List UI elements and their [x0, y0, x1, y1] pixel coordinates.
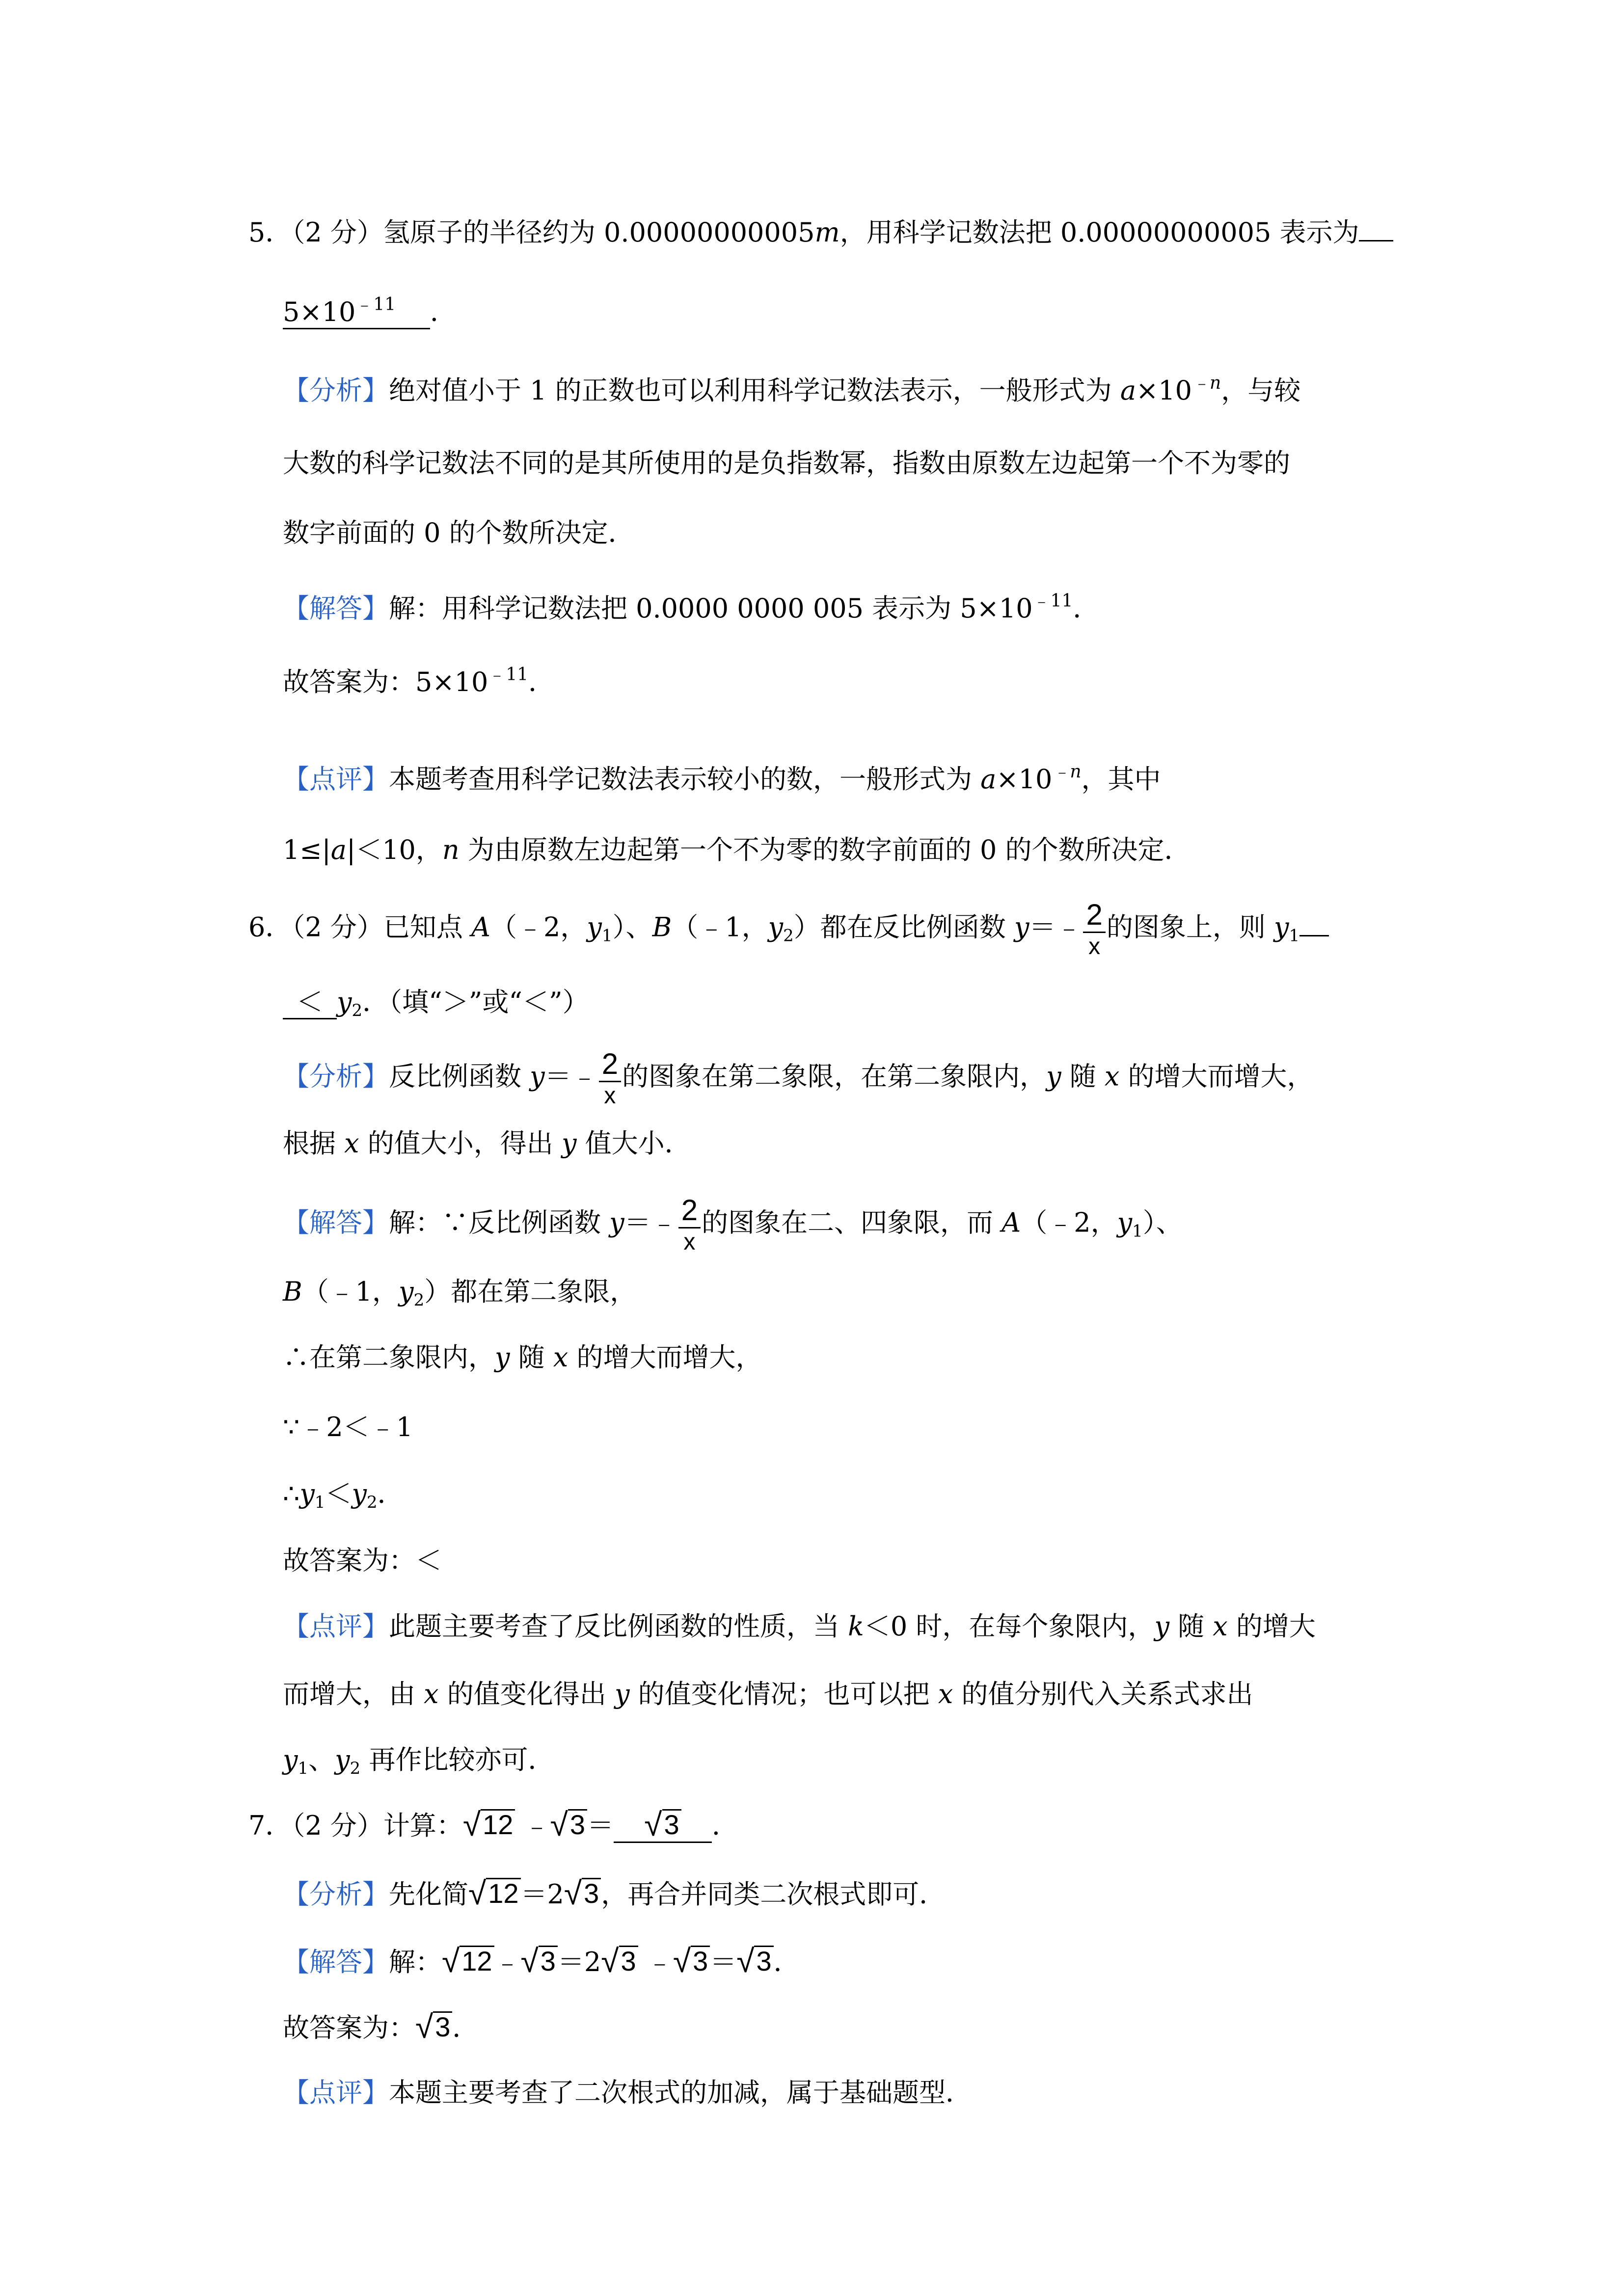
sqrt-12: √ 12	[442, 1944, 494, 1976]
answer-tag: 【解答】	[283, 593, 389, 624]
q6-comment-line1: 【点评】此题主要考查了反比例函数的性质，当 k＜0 时，在每个象限内，y 随 x 的增大	[283, 1611, 1316, 1642]
q7-stem: 7．（2 分）计算： √ 12 ﹣ √ 3 ＝ √ 3 ．	[248, 1806, 738, 1842]
q6-analysis-line1: 【分析】反比例函数 y＝﹣ $\frac{2}{x}$ 的图象在第二象限，在第二象限内，y 随 x 的增大而增大，	[283, 1047, 1314, 1109]
sqrt-3: √ 3	[521, 1944, 558, 1976]
q6-comment-line3: $y_1$、$y_2$ 再作比较亦可．	[283, 1744, 555, 1778]
q6-stem-line2: ＜ $y_2$．（填“＞”或“＜”）	[0, 983, 1624, 1022]
q7-comment: 【点评】本题主要考查了二次根式的加减，属于基础题型．	[283, 2077, 972, 2108]
q7-answer-blank: √ 3	[614, 1807, 712, 1843]
q6-solution-line1: 【解答】解：∵反比例函数 y＝﹣ $\frac{2}{x}$ 的图象在二、四象限，而 A（﹣2，$y_1$）、	[283, 1194, 1183, 1255]
sqrt-12: √ 12	[468, 1876, 521, 1908]
sqrt-3: √ 3	[415, 2009, 452, 2042]
q5-stem-line2: $5\times 10^{﹣11}$ ．	[0, 293, 1624, 332]
sqrt-3: √ 3	[550, 1807, 587, 1840]
sqrt-3: √ 3	[564, 1876, 601, 1908]
sqrt-3: √ 3	[673, 1944, 710, 1976]
sqrt-12: √ 12	[463, 1807, 515, 1840]
q5-analysis-line2: 大数的科学记数法不同的是其所使用的是负指数幂，指数由原数左边起第一个不为零的	[283, 448, 1290, 479]
q5-solution-line1: 【解答】解：用科学记数法把 0.0000 0000 005 表示为 $5\times 10^{﹣11}$．	[283, 591, 1100, 624]
fraction: $\frac{2}{x}$	[1083, 900, 1105, 959]
q6-answer-blank-start	[1299, 935, 1329, 936]
q6-solution-line6: 故答案为：＜	[283, 1545, 442, 1576]
q5-comment-line1: 【点评】本题考查用科学记数法表示较小的数，一般形式为 $a\times 10^{﹣n}$，其中	[283, 762, 1161, 795]
q6-analysis-line2: 根据 x 的值大小，得出 y 值大小．	[283, 1128, 691, 1159]
q6-solution-line4: ∵﹣2＜﹣1	[283, 1412, 413, 1442]
q5-solution-line2: 故答案为：$5\times 10^{﹣11}$．	[283, 665, 555, 697]
q6-answer-blank: ＜	[283, 987, 337, 1019]
q5-comment-line2: 1≤|a|＜10，n 为由原数左边起第一个不为零的数字前面的 0 的个数所决定．	[283, 834, 1191, 865]
q5-answer-blank: $5\times 10^{﹣11}$	[283, 296, 430, 329]
q6-solution-line3: ∴在第二象限内，y 随 x 的增大而增大，	[283, 1342, 762, 1373]
q7-analysis: 【分析】先化简 √ 12 ＝2 √ 3 ，再合并同类二次根式即可．	[283, 1875, 946, 1911]
analysis-tag: 【分析】	[283, 375, 389, 406]
q5-answer-blank-start	[1359, 240, 1393, 241]
q6-solution-line5: $\therefore y_1<y_2$．	[283, 1478, 404, 1512]
q6-solution-line2: B（﹣1，$y_2$）都在第二象限，	[283, 1276, 637, 1310]
q6-comment-line2: 而增大，由 x 的值变化得出 y 的值变化情况；也可以把 x 的值分别代入关系式求出	[283, 1679, 1253, 1709]
q5-stem-line1: 5．（2 分）氢原子的半径约为 0.00000000005m，用科学记数法把 0.00000000005 表示为	[0, 213, 1624, 252]
fraction: $\frac{2}{x}$	[678, 1196, 701, 1254]
q7-final-answer: 故答案为： √ 3 ．	[283, 2008, 479, 2045]
fraction: $\frac{2}{x}$	[599, 1049, 621, 1108]
q6-stem-line1: 6．（2 分）已知点 A（﹣2，$y_1$）、B（﹣1，$y_2$）都在反比例函数 y＝﹣ $\frac{2}{x}$ 的图象上，则 $y_1$	[0, 900, 1624, 959]
q7-solution: 【解答】解： √ 12 ﹣ √ 3 ＝2 √ 3 ﹣ √ 3 ＝ √ 3 ．	[283, 1943, 800, 1979]
sqrt-3: √ 3	[601, 1944, 638, 1976]
sqrt-3: √ 3	[736, 1944, 773, 1976]
q5-analysis-line3: 数字前面的 0 的个数所决定．	[283, 517, 635, 548]
q5-analysis-line1: 【分析】绝对值小于 1 的正数也可以利用科学记数法表示，一般形式为 $a\times 10^{﹣n}$，与较	[283, 373, 1301, 406]
comment-tag: 【点评】	[283, 764, 389, 795]
